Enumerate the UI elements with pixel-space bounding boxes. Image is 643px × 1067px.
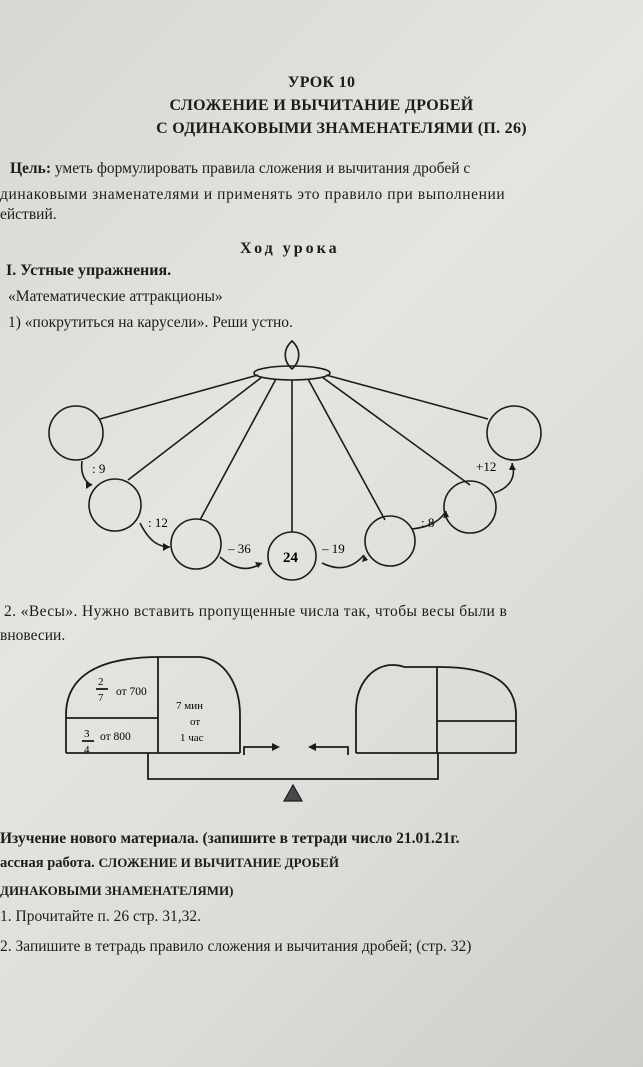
carousel-circle-6 <box>444 481 496 533</box>
section2-topic: СЛОЖЕНИЕ И ВЫЧИТАНИЕ ДРОБЕЙ <box>98 855 339 870</box>
section1-title: I. Устные упражнения. <box>6 262 172 279</box>
goal-label: Цель: <box>10 160 51 177</box>
lesson-number: УРОК 10 <box>287 74 356 91</box>
scale-beam <box>148 753 438 779</box>
arrow-4-5 <box>322 555 364 568</box>
lesson-title-line1: СЛОЖЕНИЕ И ВЫЧИТАНИЕ ДРОБЕЙ <box>169 97 474 114</box>
carousel-diagram <box>0 335 643 585</box>
op-left1: : 9 <box>92 461 106 476</box>
task2-line2: вновесии. <box>0 627 66 644</box>
op-right1: +12 <box>476 459 497 474</box>
right-arrow <box>316 747 348 755</box>
time-line1: 7 мин <box>176 700 203 712</box>
task1-text: 1) «покрутиться на карусели». Реши устно. <box>8 314 293 331</box>
carousel-circle-1 <box>49 406 103 460</box>
op-left3: – 36 <box>228 541 251 556</box>
goal-text1: уметь формулировать правила сложения и вычитания дробей с <box>54 160 471 177</box>
scales-diagram <box>0 645 643 815</box>
section2-line2 <box>0 855 339 872</box>
carousel-top-drop <box>285 341 299 369</box>
frac1-text: от 700 <box>116 686 147 698</box>
lesson-title-line2: С ОДИНАКОВЫМИ ЗНАМЕНАТЕЛЯМИ (П. 26) <box>156 120 527 137</box>
op-left2: : 12 <box>148 515 168 530</box>
section2-item1: 1. Прочитайте п. 26 стр. 31,32. <box>0 908 202 925</box>
arrow-1-2 <box>82 461 92 485</box>
goal-line1 <box>10 160 608 178</box>
frac1-num: 2 <box>98 676 104 688</box>
op-right2: : 8 <box>421 515 435 530</box>
goal-line2: динаковыми знаменателями и применять это правило при выполнении <box>0 186 506 203</box>
scale-fulcrum <box>284 785 302 801</box>
carousel-center-value: 24 <box>283 550 298 566</box>
section2-line3: ДИНАКОВЫМИ ЗНАМЕНАТЕЛЯМИ) <box>0 883 234 898</box>
lesson-flow-heading: Ход урока <box>240 240 340 257</box>
section1-subtitle: «Математические аттракционы» <box>8 288 223 305</box>
time-line3: 1 час <box>180 732 204 744</box>
goal-line3: ействий. <box>0 206 57 223</box>
frac2-num: 3 <box>84 728 90 740</box>
carousel-circle-3 <box>171 519 221 569</box>
frac2-text: от 800 <box>100 731 131 743</box>
carousel-circle-2 <box>89 479 141 531</box>
left-pan <box>66 657 240 753</box>
frac2-den: 4 <box>84 744 90 756</box>
task2-line1: 2. «Весы». Нужно вставить пропущенные числа так, чтобы весы были в <box>4 603 508 620</box>
left-arrow <box>244 747 272 755</box>
frac1-den: 7 <box>98 692 104 704</box>
time-line2: от <box>190 716 201 728</box>
carousel-circle-5 <box>365 516 415 566</box>
section2-classwork: ассная работа. <box>0 855 95 871</box>
section2-item2: 2. Запишите в тетрадь правило сложения и вычитания дробей; (стр. 32) <box>0 938 472 955</box>
right-pan <box>356 665 516 753</box>
carousel-circle-7 <box>487 406 541 460</box>
section2-line1: Изучение нового материала. (запишите в тетради число 21.01.21г. <box>0 830 460 847</box>
op-right3: – 19 <box>322 541 345 556</box>
